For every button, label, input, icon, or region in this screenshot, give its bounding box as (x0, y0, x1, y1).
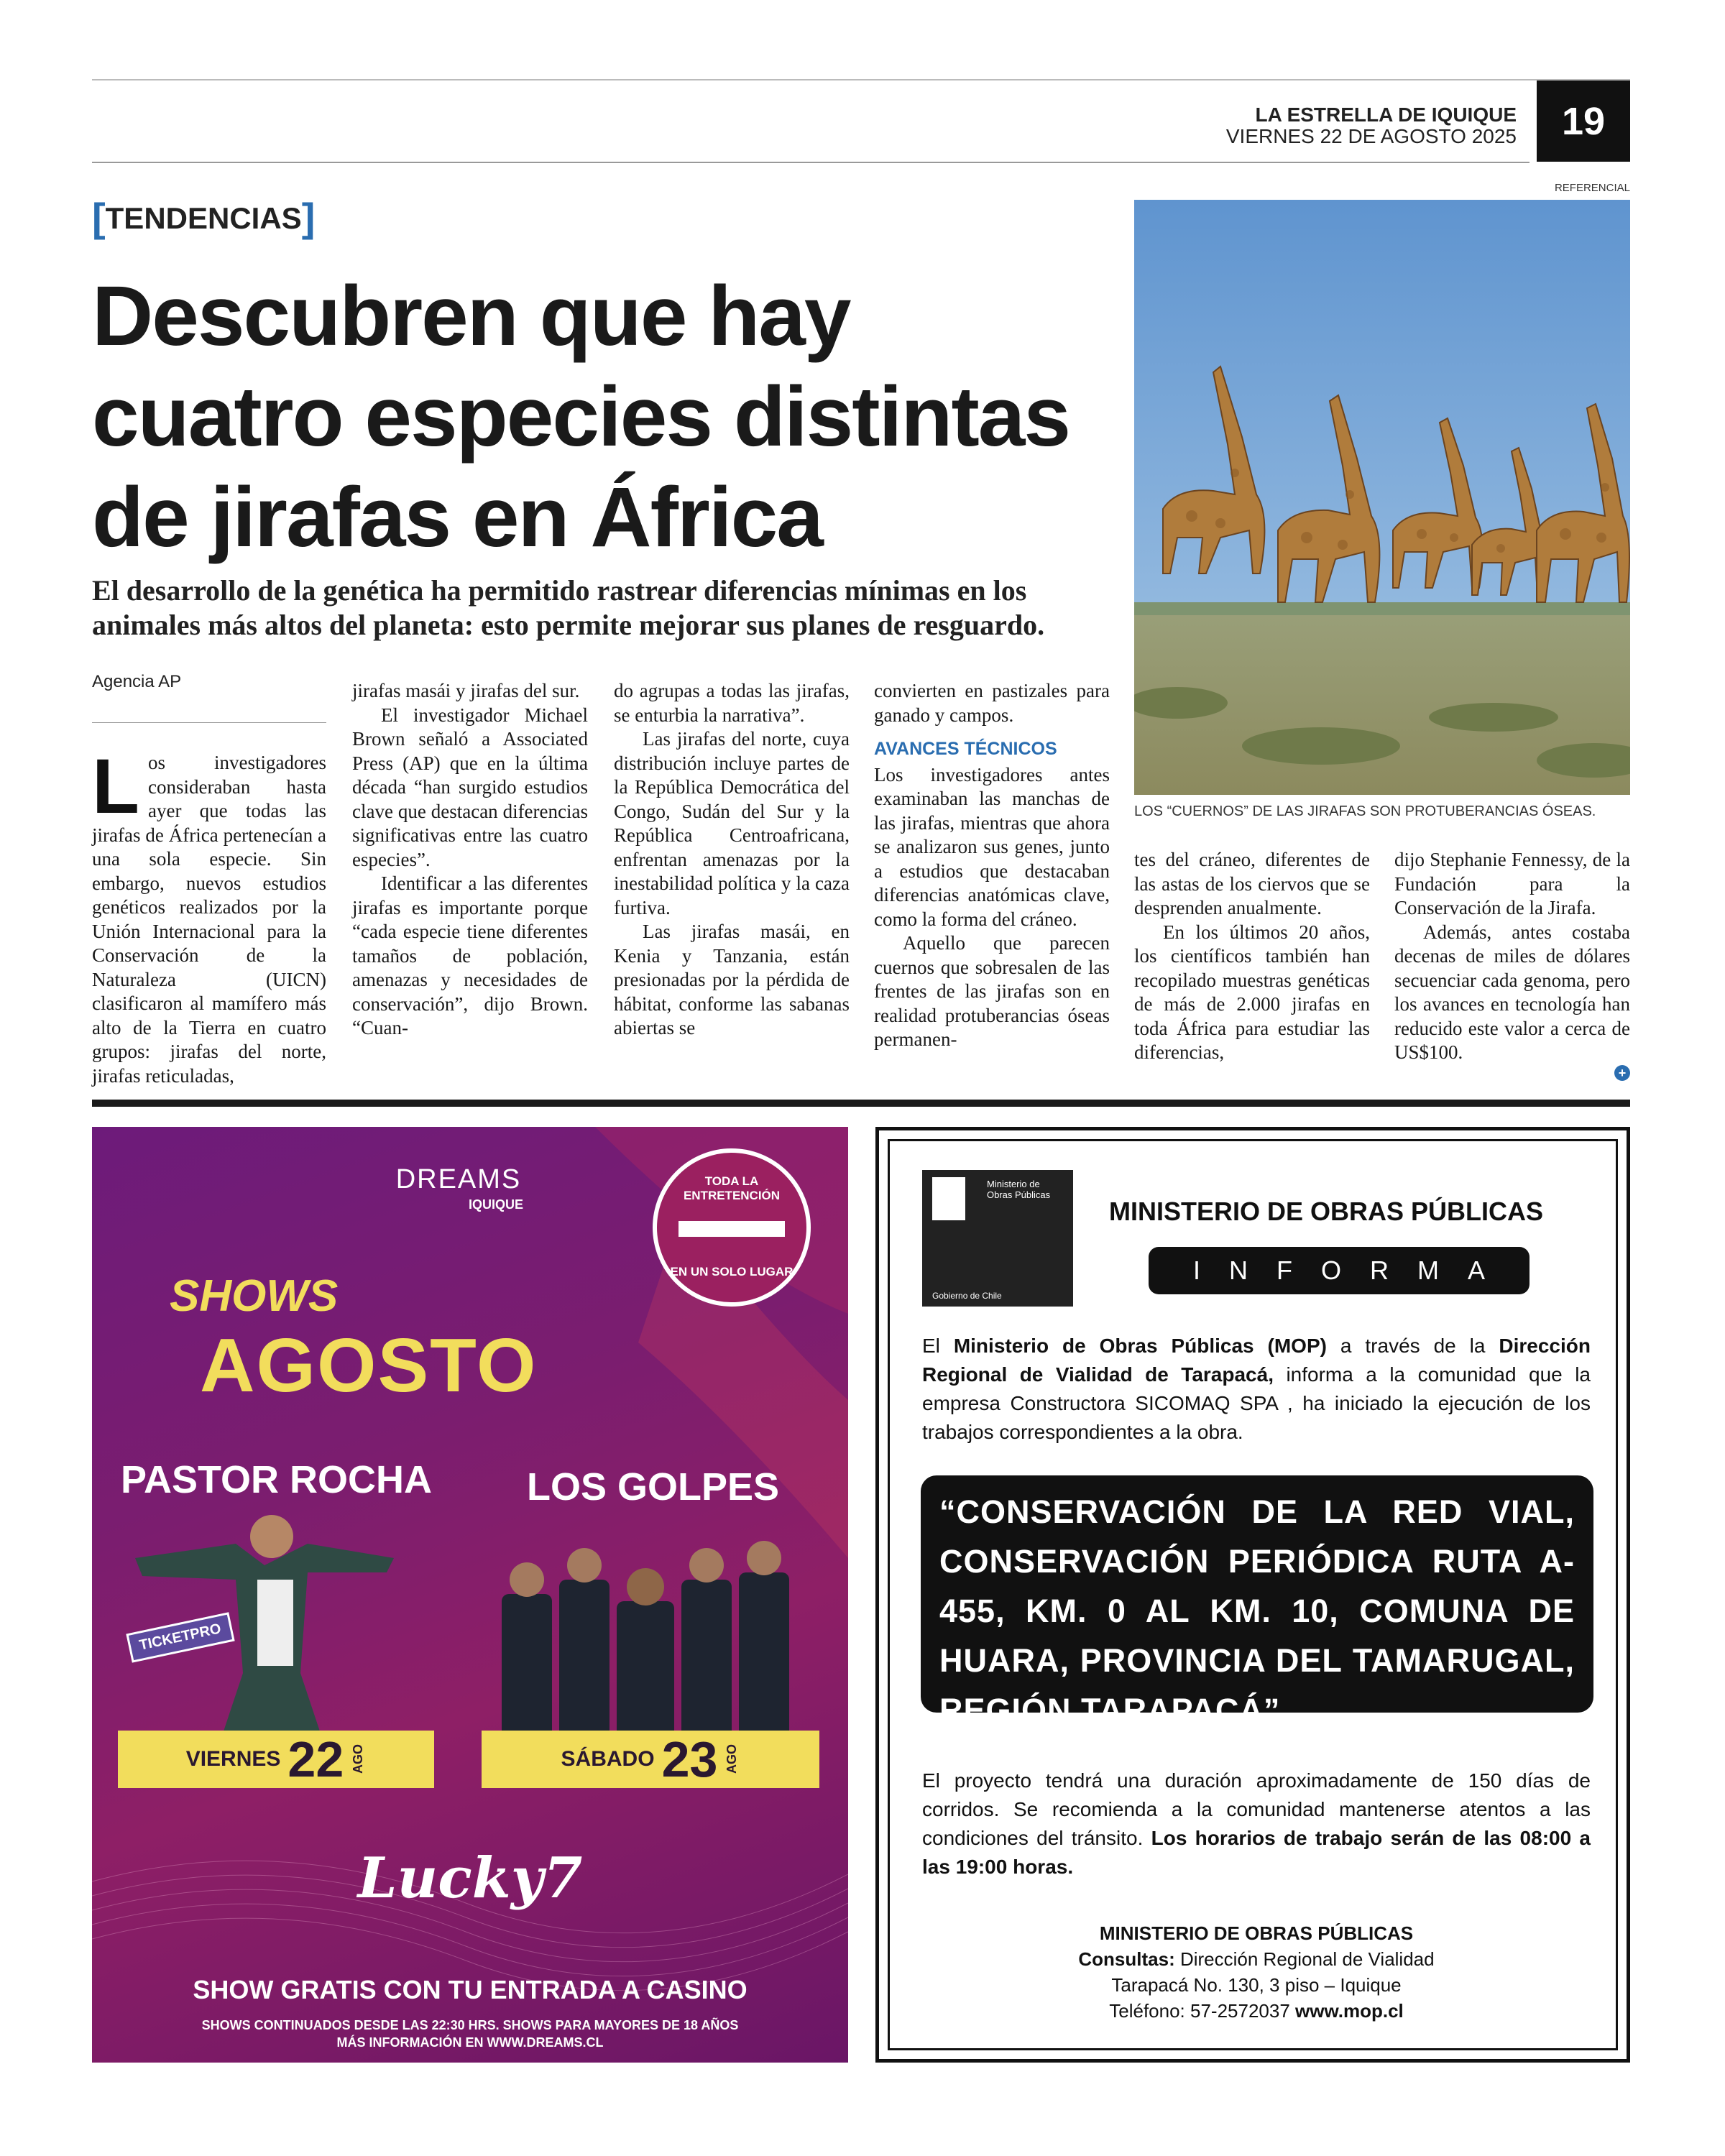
mop-title: MINISTERIO DE OBRAS PÚBLICAS (1109, 1197, 1544, 1226)
article-column-3: do agrupas a todas las jirafas, se enturbia la narrativa”. Las jirafas del norte, cuya distribución incluye partes de la República Democrática del Congo, Sudán del Sur y la República Centroafricana, enfrentan amenazas por la inestabilidad política y la caza furtiva. Las jirafas masái, en Kenia y Tanzania, están presionadas por la pérdida de hábitat, conforme las sabanas abiertas se (614, 680, 850, 1038)
shows-label: SHOWS (170, 1271, 339, 1321)
project-name-box: “CONSERVACIÓN DE LA RED VIAL, CONSERVACIÓN PERIÓDICA RUTA A-455, KM. 0 AL KM. 10, COMUNA DE HUARA, PROVINCIA DEL TAMARUGAL, REGIÓN TARAPACÁ” (921, 1475, 1593, 1713)
mop-intro: El Ministerio de Obras Públicas (MOP) a través de la Dirección Regional de Vialidad de Tarapacá, informa a la comunidad que la empresa Constructora SICOMAQ SPA , ha iniciado la ejecución de los trabajos correspondientes a la obra. (922, 1335, 1591, 1443)
mop-body: El proyecto tendrá una duración aproximadamente de 150 días de corridos. Se recomienda a la comunidad mantenerse atentos a las condiciones del tránsito. Los horarios de trabajo serán de las 08:00 a las 19:00 horas. (922, 1769, 1591, 1878)
drop-cap: L (92, 742, 139, 829)
mop-consultas: Consultas: Dirección Regional de Vialidad (1078, 1948, 1435, 1970)
article-column-1: Los investigadores consideraban hasta ayer que todas las jirafas de África pertenecían a una sola especie. Sin embargo, nuevos estudios genéticos realizados por la Unión Internacional para la Conservación de la Naturaleza (UICN) clasificaron al mamífero más alto de la Tierra en cuatro grupos: jirafas del norte, jirafas reticuladas, (92, 742, 326, 1087)
mop-address: Tarapacá No. 130, 3 piso – Iquique (1111, 1974, 1402, 1996)
act2-name: LOS GOLPES (527, 1465, 780, 1508)
mop-website[interactable]: www.mop.cl (1295, 2000, 1404, 2022)
paper-name: LA ESTRELLA DE IQUIQUE (1255, 103, 1517, 126)
date-bar-1: VIERNES 22 AGO (118, 1731, 434, 1788)
date-bar-2: SÁBADO 23 AGO (482, 1731, 819, 1788)
article-column-2: jirafas masái y jirafas del sur. El investigador Michael Brown señaló a Associated Press (AP) que en la última década “han surgido estudios clave que destacan diferencias significativas entre las cuatro especies”. Identificar a las diferentes jirafas es importante porque “cada especie tiene diferentes tamaños de población, amenazas y necesidades de conservación”, dijo Brown. “Cuan- (352, 680, 588, 1038)
top-rule (92, 79, 1630, 80)
lucky7-logo: Lucky7 (357, 1846, 583, 1911)
chile-shield-icon (932, 1177, 965, 1220)
mop-logo: Ministerio de Obras Públicas Gobierno de Chile (922, 1170, 1073, 1307)
free-show-text: SHOW GRATIS CON TU ENTRADA A CASINO (193, 1975, 748, 2004)
issue-date: VIERNES 22 DE AGOSTO 2025 (1225, 125, 1517, 147)
mop-phone: Teléfono: 57-2572037 www.mop.cl (1109, 2000, 1404, 2022)
end-mark-icon: + (1614, 1065, 1630, 1081)
dreams-casino-ad (92, 1127, 848, 2063)
ticketpro-badge: TICKETPRO (126, 1612, 234, 1662)
page-number: 19 (1537, 80, 1630, 162)
entertainment-badge: TODA LA ENTRETENCIÓN EN UN SOLO LUGAR (653, 1148, 811, 1307)
article-column-6: dijo Stephanie Fennessy, de la Fundación para la Conservación de la Jirafa. Además, antes costaba decenas de miles de dólares secuenciar cada genoma, pero los avances en tecnología han reducido este valor a cerca de US$100. (1394, 849, 1630, 1063)
section-separator (92, 1100, 1630, 1107)
photo-caption: LOS “CUERNOS” DE LAS JIRAFAS SON PROTUBERANCIAS ÓSEAS. (1134, 803, 1596, 819)
mop-footer-title: MINISTERIO DE OBRAS PÚBLICAS (1099, 1922, 1414, 1944)
act1-name: PASTOR ROCHA (121, 1458, 433, 1501)
byline-rule (92, 722, 326, 723)
giraffes-photo (1134, 200, 1630, 795)
subhead: AVANCES TÉCNICOS (874, 739, 1057, 759)
header-rule (92, 162, 1530, 163)
section-label: [TENDENCIAS] (92, 195, 316, 240)
deck: El desarrollo de la genética ha permitido rastrear diferencias mínimas en los animales más altos del planeta: esto permite mejorar sus planes de resguardo. (92, 574, 1045, 641)
month-title: AGOSTO (200, 1323, 538, 1408)
dreams-logo: DREAMS (395, 1164, 522, 1194)
mop-notice-ad (875, 1127, 1630, 2063)
photo-credit: REFERENCIAL (1554, 182, 1630, 194)
informa-label: INFORMA (1149, 1247, 1530, 1294)
fine-print-2: MÁS INFORMACIÓN EN WWW.DREAMS.CL (336, 2035, 604, 2050)
article-column-4: convierten en pastizales para ganado y campos. AVANCES TÉCNICOS Los investigadores antes examinaban las manchas de las jirafas, mientras que ahora se analizaron sus genes, junto a estudios que destacaban diferencias anatómicas clave, como la forma del cráneo. Aquello que parecen cuernos que sobresalen de las frentes de las jirafas son en realidad protuberancias óseas permanen- (874, 680, 1110, 1050)
headline: Descubren que hay cuatro especies distintas de jirafas en África (92, 269, 1070, 565)
byline: Agencia AP (92, 672, 182, 691)
article-column-5: tes del cráneo, diferentes de las astas de los ciervos que se desprenden anualmente. En los últimos 20 años, los científicos también han recopilado muestras genéticas de más de 2.000 jirafas en toda África para estudiar las diferencias, (1134, 849, 1370, 1063)
masthead (1226, 104, 1517, 147)
dreams-logo-sub: IQUIQUE (468, 1197, 523, 1212)
fine-print-1: SHOWS CONTINUADOS DESDE LAS 22:30 HRS. SHOWS PARA MAYORES DE 18 AÑOS (201, 2018, 739, 2032)
